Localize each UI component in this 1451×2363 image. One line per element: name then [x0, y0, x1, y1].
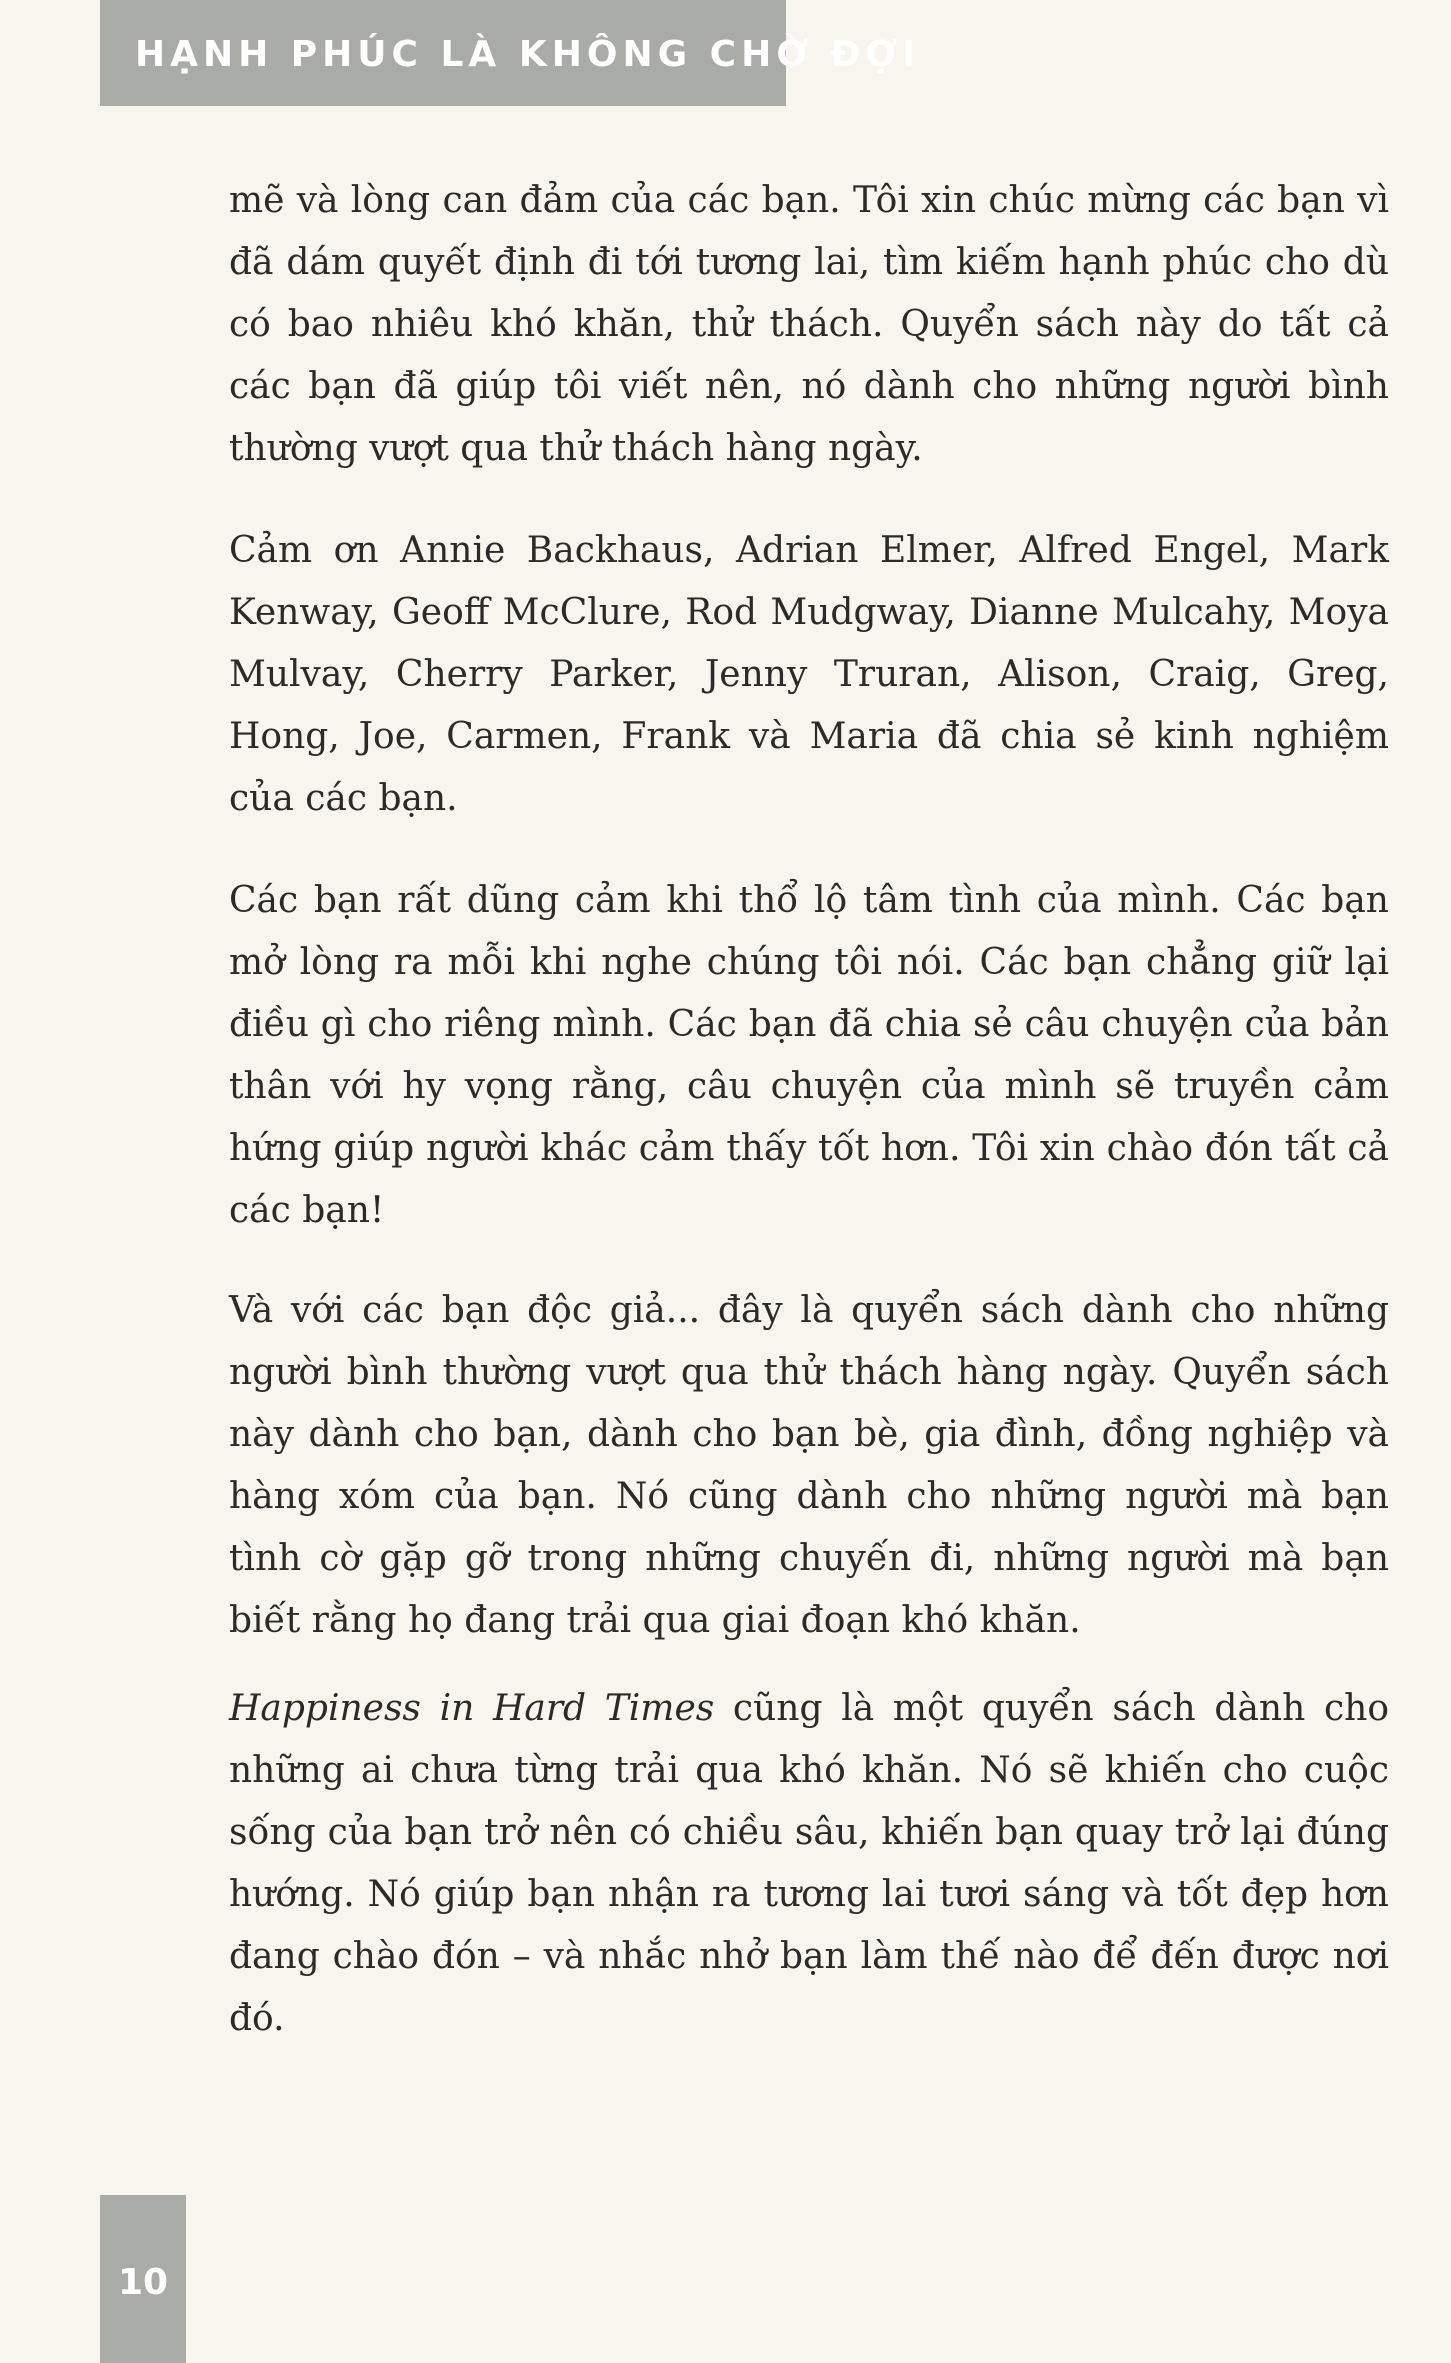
paragraph-5-text: cũng là một quyển sách dành cho những ai chưa từng trải qua khó khăn. Nó sẽ khiến cho cuộc sống của bạn trở nên có chiều sâu, khiến bạn quay trở lại đúng hướng. Nó giúp bạn nhận ra tương lai tươi sáng và tốt đẹp hơn đang chào đón – và nhắc nhở bạn làm thế nào để đến được nơi đó. [229, 1688, 1389, 2039]
page-body [229, 170, 1389, 2050]
paragraph-3: Các bạn rất dũng cảm khi thổ lộ tâm tình của mình. Các bạn mở lòng ra mỗi khi nghe chúng tôi nói. Các bạn chẳng giữ lại điều gì cho riêng mình. Các bạn đã chia sẻ câu chuyện của bản thân với hy vọng rằng, câu chuyện của mình sẽ truyền cảm hứng giúp người khác cảm thấy tốt hơn. Tôi xin chào đón tất cả các bạn! [229, 880, 1389, 1231]
paragraph-5 [229, 1678, 1389, 2050]
book-title-italic: Happiness in Hard Times [229, 1688, 715, 1729]
paragraph-4: Và với các bạn độc giả... đây là quyển sách dành cho những người bình thường vượt qua thử thách hàng ngày. Quyển sách này dành cho bạn, dành cho bạn bè, gia đình, đồng nghiệp và hàng xóm của bạn. Nó cũng dành cho những người mà bạn tình cờ gặp gỡ trong những chuyến đi, những người mà bạn biết rằng họ đang trải qua giai đoạn khó khăn. [229, 1290, 1389, 1641]
paragraph-1: mẽ và lòng can đảm của các bạn. Tôi xin chúc mừng các bạn vì đã dám quyết định đi tới tương lai, tìm kiếm hạnh phúc cho dù có bao nhiêu khó khăn, thử thách. Quyển sách này do tất cả các bạn đã giúp tôi viết nên, nó dành cho những người bình thường vượt qua thử thách hàng ngày. [229, 180, 1389, 469]
paragraph-2: Cảm ơn Annie Backhaus, Adrian Elmer, Alfred Engel, Mark Kenway, Geoff McClure, Rod Mudgway, Dianne Mulcahy, Moya Mulvay, Cherry Parker, Jenny Truran, Alison, Craig, Greg, Hong, Joe, Carmen, Frank và Maria đã chia sẻ kinh nghiệm của các bạn. [229, 530, 1389, 819]
page-number: 10 [118, 2262, 169, 2303]
running-header-title: HẠNH PHÚC LÀ KHÔNG CHỜ ĐỢI [135, 34, 921, 75]
